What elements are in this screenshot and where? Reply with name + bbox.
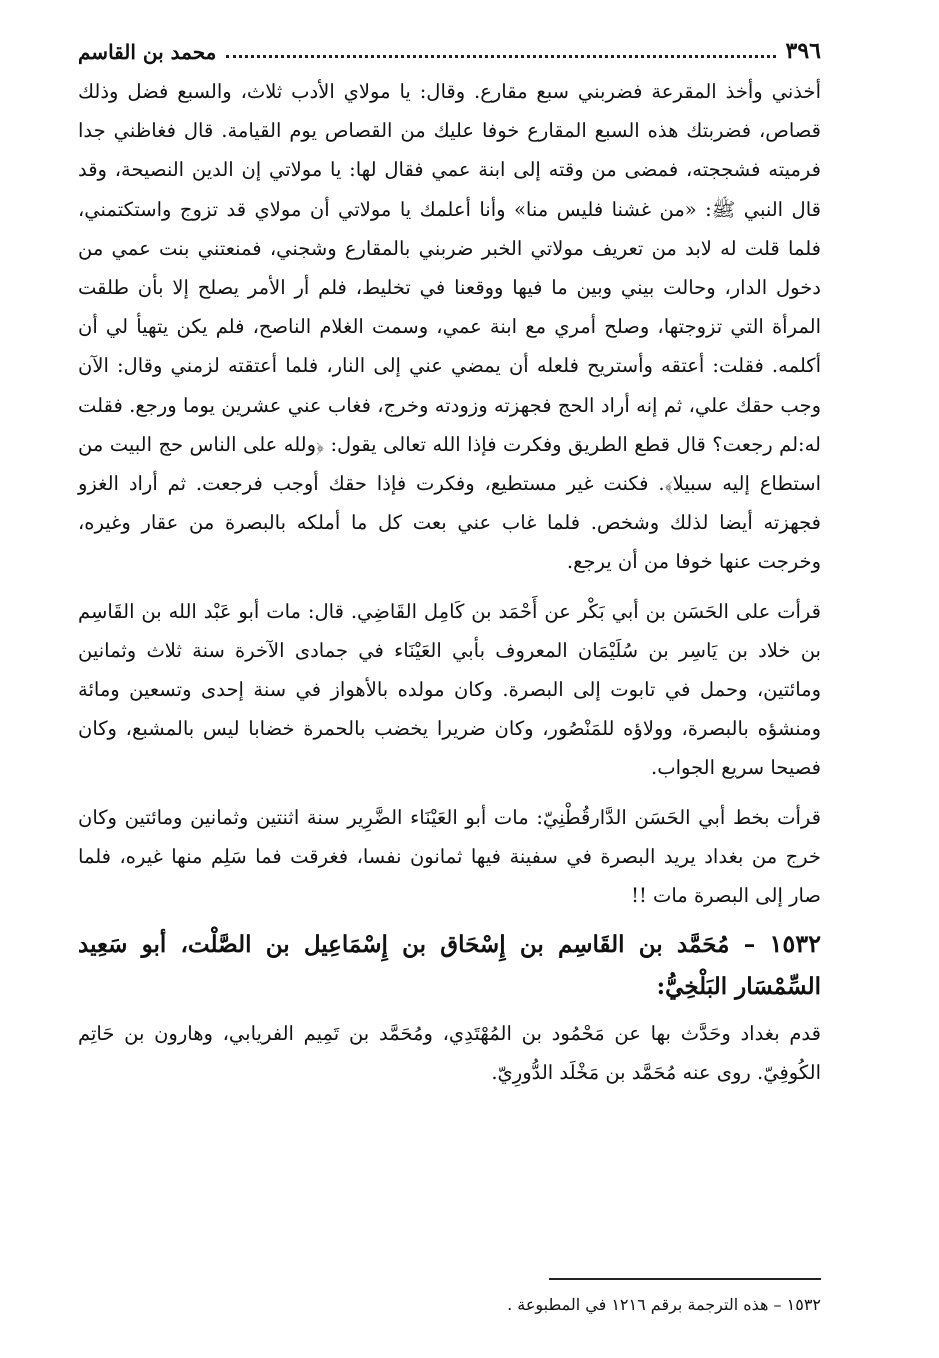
paragraph: قرأت بخط أبي الحَسَن الدَّارقُطْنِيّ: مات أبو العَيْنَاء الضَّرِير سنة اثنتين وثمانين ومائتين وكان خرج من بغداد يريد البصرة في سفينة فيها ثمانون نفسا، فغرقت فما سَلِم منها غيره، فلما صار إلى البصرة مات !! bbox=[78, 805, 821, 908]
page-number: ٣٩٦ bbox=[785, 38, 821, 64]
footnote: ١٥٣٢ – هذه الترجمة برقم ١٢١٦ في المطبوعة . bbox=[507, 1295, 821, 1314]
page-header bbox=[78, 30, 821, 64]
paragraph: أخذني وأخذ المقرعة فضربني سبع مقارع. وقال: يا مولاي الأدب ثلاث، والسبع فضل وذلك قصاص، فضربتك هذه السبع المقارع خوفا عليك من القصاص يوم القيامة. قال فغاظني جدا فرميته فشججته، فمضى من وقته إلى ابنة عمي فقال لها: يا مولاتي إن الدين النصيحة، وقد قال النبي ﷺ: «من غشنا فليس منا» وأنا أعلمك يا مولاتي أن مولاي قد تزوج واستكتمني، فلما قلت له لابد من تعريف مولاتي الخبر ضربني بالمقارع وشجني، فمنعتني بنت عمي من دخول الدار، وحالت بيني وبين ما فيها ووقعنا في تخليط، فلم أر الأمر يصلح إلا بأن طلقت المرأة التي تزوجتها، وصلح أمري مع ابنة عمي، وسمت الغلام الناصح، فلم يكن يتهيأ لي أن أكلمه. فقلت: أعتقه وأستريح فلعله أن يمضي عني إلى النار، فلما أعتقته لزمني وقال: الآن وجب حقك علي، ثم إنه أراد الحج فجهزته وزودته وخرج، فغاب عني عشرين يوما ورجع. فقلت له:لم رجعت؟ قال قطع الطريق وفكرت فإذا الله تعالى يقول: ﴿ولله على الناس حج البيت من استطاع إليه سبيلا﴾. فكنت غير مستطيع، وفكرت فإذا حقك أوجب فرجعت. ثم أراد الغزو فجهزته أيضا لذلك وشخص. فلما غاب عني بعت كل ما أملكه بالبصرة من عقار وغيره، وخرجت عنها خوفا من أن يرجع. bbox=[78, 80, 821, 574]
running-title: محمد بن القاسم bbox=[78, 40, 217, 64]
header-dotted-leader bbox=[226, 55, 775, 58]
page-body bbox=[78, 72, 821, 1093]
entry-title: مُحَمَّد بن القَاسِم بن إِسْحَاق بن إِسْمَاعِيل بن الصَّلْت، أبو سَعِيد السِّمْسَار البَلْخِيُّ: bbox=[78, 931, 821, 1001]
entry-heading bbox=[78, 923, 821, 1008]
entry-number: ١٥٣٢ bbox=[769, 929, 822, 959]
entry-paragraph: قدم بغداد وحَدَّث بها عن مَحْمُود بن المُهْتَدِي، ومُحَمَّد بن تَمِيم الفريابي، وهارون بن حَاتِم الكُوفِيّ. روى عنه مُحَمَّد بن مَخْلَد الدُّورِيّ. bbox=[78, 1022, 821, 1085]
footnote-divider bbox=[549, 1278, 821, 1280]
entry-dash: – bbox=[743, 931, 756, 959]
paragraph: قرأت على الحَسَن بن أبي بَكْر عن أَحْمَد بن كَامِل القَاضِي. قال: مات أبو عَبْد الله بن القَاسِم بن خلاد بن يَاسِر بن سُلَيْمَان المعروف بأبي العَيْنَاء في جمادى الآخرة سنة ثلاث وثمانين ومائتين، وحمل في تابوت إلى البصرة. وكان مولده بالأهواز في سنة إحدى وتسعين ومائة ومنشؤه بالبصرة، وولاؤه للمَنْصُور، وكان ضريرا يخضب بالحمرة خضابا ليس بالمشبع، وكان فصيحا سريع الجواب. bbox=[78, 599, 821, 780]
